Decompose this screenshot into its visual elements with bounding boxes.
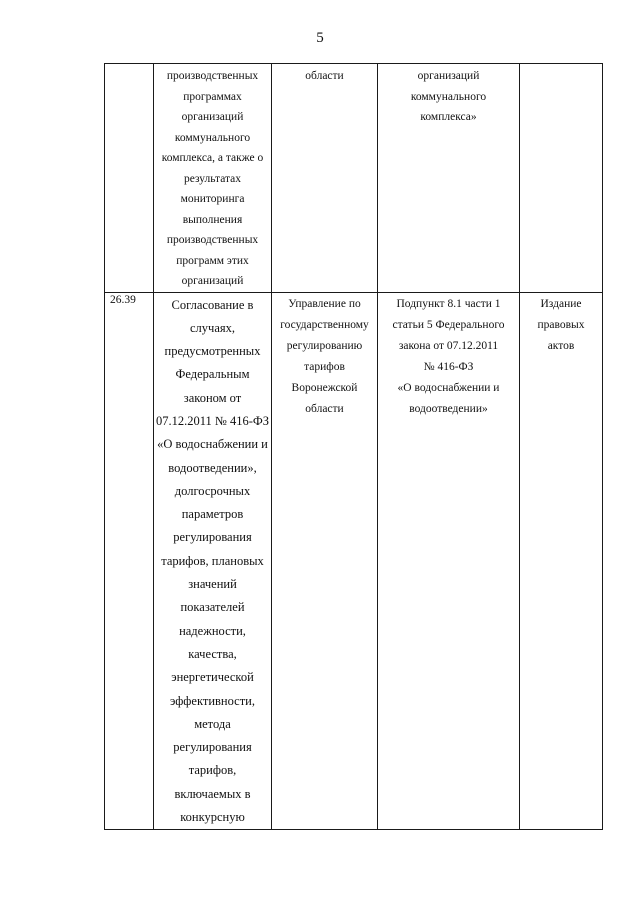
cell-line: Управление по: [288, 297, 361, 310]
cell-line: правовых: [537, 318, 585, 331]
authority-text: [274, 294, 375, 420]
cell-line: организаций: [417, 70, 480, 82]
cell-authority: [272, 292, 378, 830]
cell-line: производственных: [166, 70, 259, 82]
cell-number: 26.39: [105, 292, 154, 830]
cell-line: включаемых в: [174, 786, 251, 801]
cell-line: Федеральным: [175, 367, 250, 382]
cell-line: Воронежской: [291, 381, 358, 394]
cell-line: тарифов,: [188, 763, 237, 778]
cell-result: [520, 292, 603, 830]
cell-line: предусмотренных: [164, 344, 261, 359]
cell-line: программ этих: [176, 254, 249, 267]
cell-line: организаций: [181, 111, 244, 123]
description-text: [156, 294, 269, 830]
cell-authority: [272, 64, 378, 293]
cell-line: комплекса, а также о: [161, 152, 264, 164]
cell-line: «О водоснабжении и: [397, 381, 500, 394]
cell-line: тарифов, плановых: [161, 553, 264, 568]
page-number: 5: [316, 30, 324, 46]
cell-line: организаций: [181, 275, 244, 287]
cell-line: результатах: [183, 172, 242, 185]
cell-line: коммунального: [410, 90, 487, 103]
cell-line: долгосрочных: [174, 483, 251, 498]
cell-line: области: [305, 402, 344, 415]
result-text: [522, 294, 600, 357]
cell-line: эффективности,: [169, 693, 255, 708]
cell-line: 07.12.2011 № 416-ФЗ: [156, 413, 270, 428]
cell-line: мониторинга: [180, 193, 245, 205]
cell-description: [154, 64, 272, 293]
description-text: [156, 66, 269, 292]
cell-line: показателей: [180, 600, 245, 615]
legal-basis-text: [380, 294, 517, 420]
cell-line: законом от: [183, 390, 242, 405]
cell-line: регулирования: [173, 740, 252, 755]
cell-line: метода: [194, 716, 231, 731]
cell-line: комплекса»: [420, 111, 477, 123]
cell-line: Издание: [540, 297, 582, 310]
cell-line: качества,: [188, 646, 237, 661]
legal-basis-text: [380, 66, 517, 128]
cell-legal-basis: [378, 64, 520, 293]
authority-text: [274, 66, 375, 87]
cell-line: параметров: [181, 507, 244, 522]
table-row-26-39: [105, 292, 603, 830]
cell-line: случаях,: [190, 320, 235, 335]
cell-line: тарифов: [304, 360, 345, 373]
cell-line: области: [305, 70, 344, 82]
cell-line: № 416-ФЗ: [423, 360, 474, 373]
cell-line: Подпункт 8.1 части 1: [396, 297, 501, 310]
cell-line: закона от 07.12.2011: [398, 339, 499, 352]
cell-number: [105, 64, 154, 293]
cell-line: значений: [188, 577, 237, 592]
cell-line: Согласование в: [171, 297, 254, 312]
cell-line: водоотведении»: [409, 402, 488, 415]
cell-line: производственных: [166, 234, 259, 246]
cell-result: [520, 64, 603, 293]
cell-line: регулированию: [286, 339, 363, 352]
cell-legal-basis: [378, 292, 520, 830]
cell-line: программах: [183, 90, 242, 103]
cell-line: «О водоснабжении и: [157, 437, 268, 452]
cell-line: статьи 5 Федерального: [392, 318, 505, 331]
services-table: [104, 63, 603, 830]
cell-line: выполнения: [182, 213, 243, 226]
cell-line: энергетической: [171, 670, 254, 685]
cell-line: государственному: [280, 318, 369, 331]
cell-line: актов: [547, 339, 575, 352]
cell-line: водоотведении»,: [168, 460, 257, 475]
cell-description: [154, 292, 272, 830]
cell-line: регулирования: [173, 530, 252, 545]
cell-line: конкурсную: [180, 810, 245, 825]
table-row-continuation: [105, 64, 603, 293]
cell-line: надежности,: [179, 623, 246, 638]
cell-line: коммунального: [174, 131, 251, 144]
